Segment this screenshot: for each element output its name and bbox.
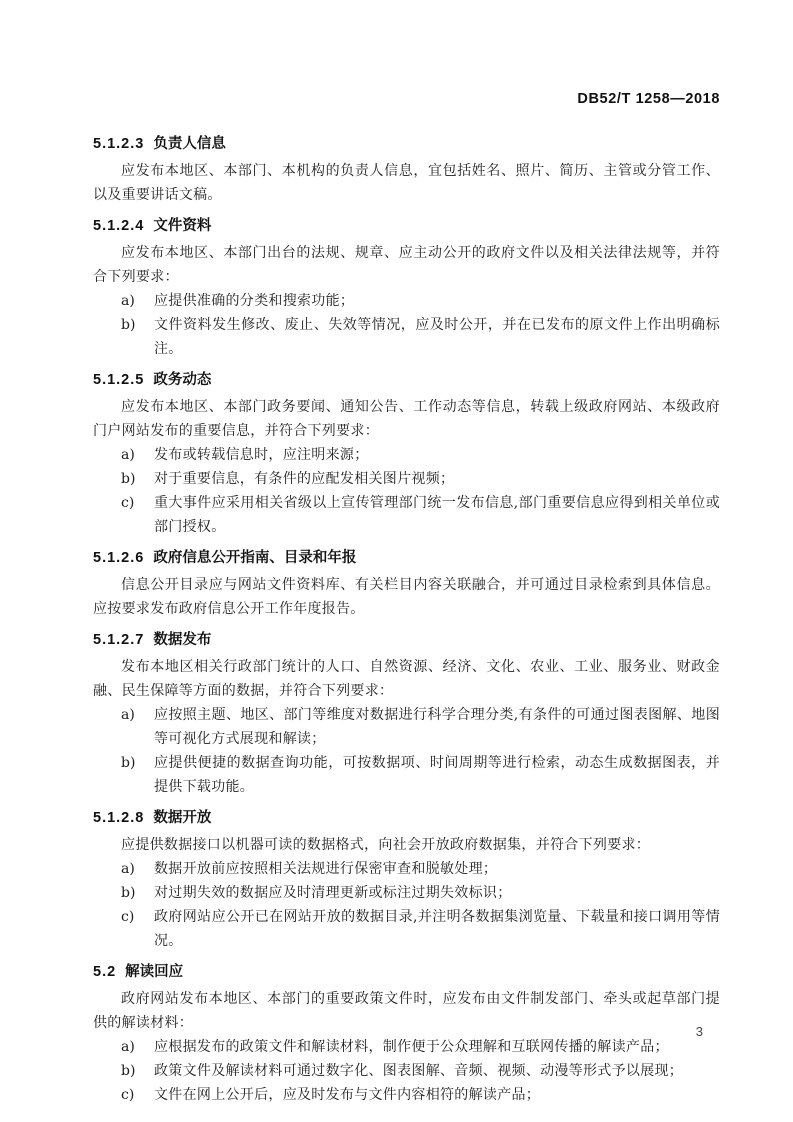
section-5-1-2-6 xyxy=(93,548,720,621)
list-item-label: b) xyxy=(121,885,136,901)
section-heading xyxy=(93,134,720,154)
list-item-label: c) xyxy=(121,1087,135,1103)
list-item-text: 对过期失效的数据应及时清理更新或标注过期失效标识； xyxy=(154,885,512,901)
doc-number: DB52/T 1258—2018 xyxy=(577,91,720,107)
requirement-list xyxy=(93,289,720,361)
list-item xyxy=(93,703,720,751)
section-heading xyxy=(93,962,720,982)
list-item xyxy=(93,881,720,905)
list-item-text: 应提供准确的分类和搜索功能； xyxy=(154,293,355,309)
list-item-label: b) xyxy=(121,471,136,487)
section-number: 5.2 xyxy=(93,964,117,980)
section-title: 政府信息公开指南、目录和年报 xyxy=(153,550,357,566)
list-item xyxy=(93,751,720,799)
section-5-1-2-4 xyxy=(93,216,720,361)
list-item-text: 应按照主题、地区、部门等维度对数据进行科学合理分类,有条件的可通过图表图解、地图等可视化方式展现和解读； xyxy=(154,707,720,747)
section-title: 数据开放 xyxy=(153,810,212,826)
section-paragraph: 应提供数据接口以机器可读的数据格式，向社会开放政府数据集，并符合下列要求： xyxy=(121,837,651,853)
list-item-text: 应根据发布的政策文件和解读材料，制作便于公众理解和互联网传播的解读产品； xyxy=(154,1039,669,1055)
section-heading xyxy=(93,808,720,828)
section-paragraph: 政府网站发布本地区、本部门的重要政策文件时，应发布由文件制发部门、牵头或起草部门提供的解读材料： xyxy=(93,991,720,1031)
section-number: 5.1.2.3 xyxy=(93,136,145,152)
section-paragraph: 应发布本地区、本部门出台的法规、规章、应主动公开的政府文件以及相关法律法规等，并符合下列要求： xyxy=(93,245,720,285)
section-paragraph: 应发布本地区、本部门政务要闻、通知公告、工作动态等信息，转载上级政府网站、本级政府门户网站发布的重要信息，并符合下列要求： xyxy=(93,399,720,439)
section-5-1-2-3 xyxy=(93,134,720,207)
requirement-list xyxy=(93,1035,720,1107)
section-paragraph: 应发布本地区、本部门、本机构的负责人信息，宜包括姓名、照片、简历、主管或分管工作、以及重要讲话文稿。 xyxy=(93,163,720,203)
list-item-text: 文件在网上公开后，应及时发布与文件内容相符的解读产品； xyxy=(154,1087,541,1103)
section-heading xyxy=(93,630,720,650)
list-item-text: 重大事件应采用相关省级以上宣传管理部门统一发布信息,部门重要信息应得到相关单位或部门授权。 xyxy=(154,495,720,535)
section-heading xyxy=(93,216,720,236)
section-number: 5.1.2.4 xyxy=(93,218,145,234)
list-item-label: c) xyxy=(121,495,135,511)
section-number: 5.1.2.8 xyxy=(93,810,145,826)
list-item-label: a) xyxy=(121,861,135,877)
section-number: 5.1.2.6 xyxy=(93,550,145,566)
list-item-text: 发布或转载信息时，应注明来源； xyxy=(154,447,369,463)
section-title: 数据发布 xyxy=(153,632,212,648)
list-item-label: a) xyxy=(121,1039,135,1055)
list-item-label: c) xyxy=(121,909,135,925)
page-content xyxy=(93,88,720,1107)
list-item xyxy=(93,467,720,491)
list-item-label: a) xyxy=(121,293,135,309)
section-title: 政务动态 xyxy=(153,372,212,388)
requirement-list xyxy=(93,703,720,799)
list-item xyxy=(93,313,720,361)
section-title: 负责人信息 xyxy=(153,136,226,152)
list-item xyxy=(93,1035,720,1059)
list-item-label: b) xyxy=(121,317,136,333)
list-item xyxy=(93,491,720,539)
requirement-list xyxy=(93,857,720,953)
requirement-list xyxy=(93,443,720,539)
list-item-label: a) xyxy=(121,447,135,463)
list-item-text: 对于重要信息，有条件的应配发相关图片视频； xyxy=(154,471,455,487)
section-heading xyxy=(93,548,720,568)
section-paragraph: 发布本地区相关行政部门统计的人口、自然资源、经济、文化、农业、工业、服务业、财政金融、民生保障等方面的数据，并符合下列要求： xyxy=(93,659,720,699)
list-item xyxy=(93,905,720,953)
list-item-text: 应提供便捷的数据查询功能，可按数据项、时间周期等进行检索，动态生成数据图表，并提供下载功能。 xyxy=(154,755,720,795)
section-5-1-2-8 xyxy=(93,808,720,953)
section-number: 5.1.2.7 xyxy=(93,632,145,648)
list-item xyxy=(93,857,720,881)
list-item xyxy=(93,1059,720,1083)
page-number: 3 xyxy=(695,1024,703,1039)
section-number: 5.1.2.5 xyxy=(93,372,145,388)
list-item xyxy=(93,289,720,313)
list-item-text: 文件资料发生修改、废止、失效等情况，应及时公开，并在已发布的原文件上作出明确标注。 xyxy=(154,317,720,357)
section-paragraph: 信息公开目录应与网站文件资料库、有关栏目内容关联融合，并可通过目录检索到具体信息。应按要求发布政府信息公开工作年度报告。 xyxy=(93,577,720,617)
list-item xyxy=(93,443,720,467)
section-heading xyxy=(93,370,720,390)
list-item-text: 政府网站应公开已在网站开放的数据目录,并注明各数据集浏览量、下载量和接口调用等情况。 xyxy=(154,909,720,949)
list-item-label: b) xyxy=(121,1063,136,1079)
list-item-text: 政策文件及解读材料可通过数字化、图表图解、音频、视频、动漫等形式予以展现； xyxy=(154,1063,684,1079)
list-item-label: b) xyxy=(121,755,136,771)
section-5-1-2-7 xyxy=(93,630,720,799)
section-title: 解读回应 xyxy=(125,964,184,980)
list-item xyxy=(93,1083,720,1107)
section-title: 文件资料 xyxy=(153,218,212,234)
list-item-text: 数据开放前应按照相关法规进行保密审查和脱敏处理； xyxy=(154,861,498,877)
list-item-label: a) xyxy=(121,707,135,723)
section-5-1-2-5 xyxy=(93,370,720,539)
section-5-2 xyxy=(93,962,720,1107)
